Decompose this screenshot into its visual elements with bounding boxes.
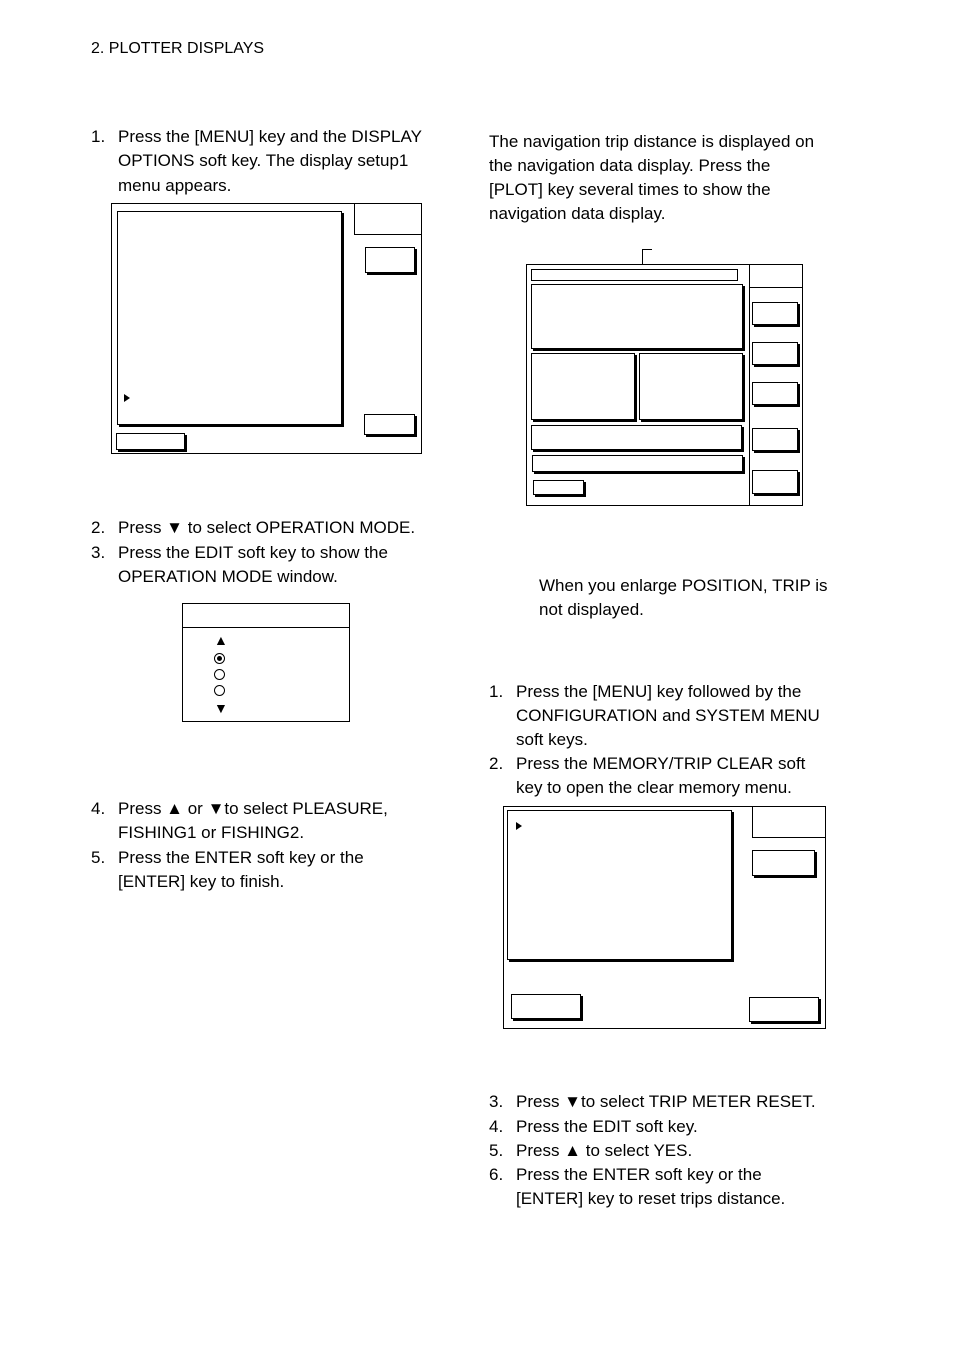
right-step-1 — [489, 680, 849, 752]
callout-line — [642, 249, 652, 250]
step-text-line: [ENTER] key to finish. — [118, 872, 285, 891]
edit-soft-key[interactable] — [752, 850, 815, 876]
step-text-line: Press the MEMORY/TRIP CLEAR soft — [516, 754, 806, 773]
step-text-line: Press the ENTER soft key or the — [516, 1165, 762, 1184]
menu-list-panel — [117, 211, 342, 425]
data-panel-right — [639, 353, 743, 420]
soft-key-2[interactable] — [752, 342, 798, 365]
left-step-1 — [91, 125, 451, 197]
left-step-2 — [91, 516, 451, 540]
right-step-3 — [489, 1090, 849, 1114]
soft-key-1[interactable] — [752, 302, 798, 325]
step-number: 3. — [91, 543, 106, 562]
step-text-line: Press the EDIT soft key to show the — [118, 543, 388, 562]
menu-list-panel — [507, 810, 732, 960]
option-radio[interactable] — [214, 669, 225, 680]
status-box — [533, 480, 584, 495]
cursor-arrow-icon — [124, 394, 130, 402]
step-text-line: Press ▲ to select YES. — [516, 1141, 693, 1160]
status-box — [116, 433, 185, 450]
paragraph-line: the navigation data display. Press the — [489, 156, 771, 175]
option-radio-selected[interactable] — [214, 653, 225, 664]
left-step-4 — [91, 797, 451, 845]
step-text-line: CONFIGURATION and SYSTEM MENU — [516, 706, 820, 725]
step-number: 4. — [489, 1117, 504, 1136]
right-step-2 — [489, 752, 849, 800]
step-text-line: OPTIONS soft key. The display setup1 — [118, 151, 409, 170]
option-radio[interactable] — [214, 685, 225, 696]
step-number: 3. — [489, 1092, 504, 1111]
operation-mode-window — [182, 603, 350, 722]
data-panel-left — [531, 353, 635, 420]
step-text-line: Press ▼ to select OPERATION MODE. — [118, 518, 416, 537]
title-divider — [183, 627, 349, 628]
step-number: 5. — [489, 1141, 504, 1160]
step-text-line: OPERATION MODE window. — [118, 567, 338, 586]
right-step-5 — [489, 1139, 849, 1163]
step-number: 1. — [91, 127, 106, 146]
cursor-arrow-icon — [516, 822, 522, 830]
note-paragraph — [539, 574, 859, 622]
soft-key-title-box — [354, 203, 422, 235]
step-text-line: Press the EDIT soft key. — [516, 1117, 698, 1136]
paragraph-line: The navigation trip distance is displayed on — [489, 132, 815, 151]
position-panel — [531, 284, 743, 349]
step-number: 4. — [91, 799, 106, 818]
step-number: 6. — [489, 1165, 504, 1184]
step-number: 2. — [91, 518, 106, 537]
step-text-line: key to open the clear memory menu. — [516, 778, 792, 797]
step-text-line: Press the ENTER soft key or the — [118, 848, 364, 867]
step-number: 5. — [91, 848, 106, 867]
page-header: 2. PLOTTER DISPLAYS — [91, 40, 265, 57]
return-soft-key[interactable] — [364, 414, 415, 435]
right-step-4 — [489, 1115, 849, 1139]
step-text-line: soft keys. — [516, 730, 588, 749]
trip-bar — [531, 269, 738, 281]
soft-key-title-box — [752, 806, 826, 838]
left-step-3 — [91, 541, 451, 589]
paragraph-line: navigation data display. — [489, 204, 666, 223]
softkey-title-divider — [749, 287, 802, 288]
nav-data-display-figure — [526, 264, 803, 506]
step-text-line: FISHING1 or FISHING2. — [118, 823, 305, 842]
step-text-line: Press the [MENU] key followed by the — [516, 682, 802, 701]
nav-trip-intro — [489, 130, 849, 226]
scroll-down-icon[interactable]: ▼ — [214, 700, 228, 716]
step-text-line: Press ▲ or ▼to select PLEASURE, — [118, 799, 388, 818]
soft-key-4[interactable] — [752, 428, 798, 451]
step-text-line: [ENTER] key to reset trips distance. — [516, 1189, 786, 1208]
soft-key-5[interactable] — [752, 470, 798, 494]
paragraph-line: When you enlarge POSITION, TRIP is — [539, 576, 828, 595]
step-number: 2. — [489, 754, 504, 773]
return-soft-key[interactable] — [749, 997, 819, 1022]
display-setup-menu-figure — [111, 203, 422, 454]
clear-memory-menu-figure — [503, 806, 826, 1029]
left-step-5 — [91, 846, 451, 894]
data-row-panel-small — [532, 455, 743, 472]
step-text-line: Press the [MENU] key and the DISPLAY — [118, 127, 422, 146]
data-row-panel — [531, 425, 742, 450]
step-text-line: Press ▼to select TRIP METER RESET. — [516, 1092, 816, 1111]
softkey-divider — [749, 265, 750, 505]
paragraph-line: [PLOT] key several times to show the — [489, 180, 771, 199]
step-text-line: menu appears. — [118, 176, 232, 195]
soft-key-3[interactable] — [752, 382, 798, 405]
step-number: 1. — [489, 682, 504, 701]
paragraph-line: not displayed. — [539, 600, 644, 619]
right-step-6 — [489, 1163, 849, 1211]
scroll-up-icon[interactable]: ▲ — [214, 632, 228, 648]
edit-soft-key[interactable] — [365, 247, 415, 273]
status-box — [511, 994, 581, 1019]
